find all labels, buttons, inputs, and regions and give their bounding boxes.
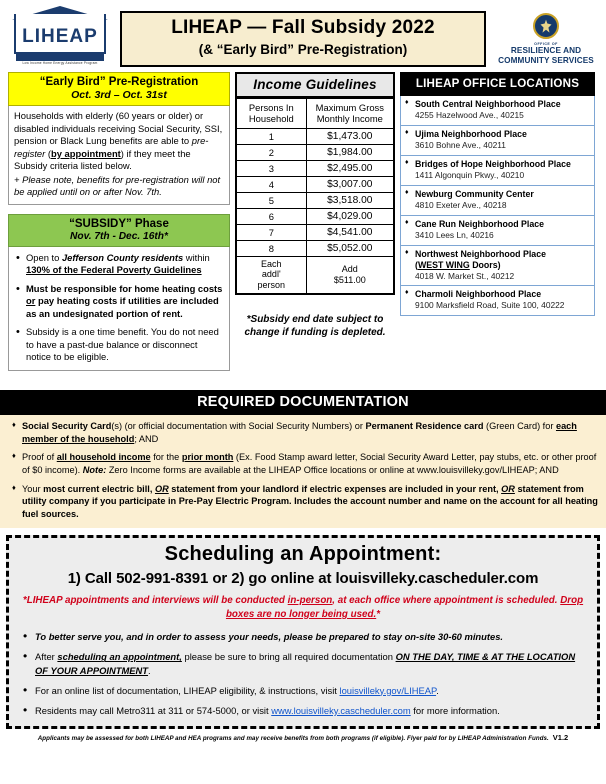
inline-text: pay heating costs if utilities are included as an undesignated portion of rent. <box>26 295 219 319</box>
inline-text: OR <box>154 483 169 494</box>
inline-text: for more information. <box>410 704 500 716</box>
rcs-logo <box>494 13 598 65</box>
scheduling-red-notice <box>17 594 589 622</box>
inline-text: Social Security Card <box>22 421 112 431</box>
scheduling-title: Scheduling an Appointment: <box>164 542 442 565</box>
inline-text: To better serve you, and in order to assess your needs, please be prepared to stay on-site 30-60 minutes. <box>35 631 504 643</box>
scheduling-section <box>6 535 600 729</box>
main-columns <box>0 72 606 384</box>
inline-text: prior month <box>181 452 234 463</box>
household-size-cell: 8 <box>236 240 306 256</box>
logo-underbar <box>16 54 104 61</box>
inline-text: Zero Income forms are available at the LIHEAP Office locations or online at www.louisvilleky.gov/LIHEAP; AND <box>106 465 559 476</box>
office-location-item[interactable] <box>401 156 594 186</box>
required-documentation-section <box>0 390 606 528</box>
income-header-row <box>236 98 394 128</box>
income-table-row <box>236 192 394 208</box>
max-income-cell: $3,007.00 <box>306 176 394 192</box>
inline-text: within <box>183 251 210 263</box>
subsidy-title: “SUBSIDY” Phase <box>69 217 169 230</box>
income-table-row <box>236 224 394 240</box>
inline-text: Jefferson County residents <box>61 251 184 263</box>
logo-tagline: Low Income Home Energy Assistance Program <box>22 61 98 65</box>
inline-text: most current electric bill, <box>43 483 155 494</box>
required-doc-bullet <box>8 483 598 521</box>
office-location-item[interactable] <box>401 96 594 126</box>
office-name: ♦ Ujima Neighborhood Place <box>405 129 590 140</box>
office-name: ♦ Charmoli Neighborhood Place <box>405 289 590 300</box>
household-size-cell: 4 <box>236 176 306 192</box>
inline-text: Open to <box>26 251 62 263</box>
max-income-cell: $1,984.00 <box>306 144 394 160</box>
subsidy-bullet-list <box>15 252 223 364</box>
income-table-row <box>236 160 394 176</box>
scheduling-bullet <box>17 650 589 676</box>
logo-wordmark: LIHEAP <box>22 26 98 47</box>
office-address: 4255 Hazelwood Ave., 40215 <box>415 109 524 120</box>
office-address: 3410 Lees Ln, 40216 <box>415 229 494 240</box>
inline-text: Permanent Residence card <box>365 421 484 431</box>
inline-text: Proof of <box>22 452 57 463</box>
inline-link[interactable]: www.louisvilleky.cascheduler.com <box>271 704 411 716</box>
household-size-cell: 5 <box>236 192 306 208</box>
rcs-office-label: OFFICE OF <box>534 42 558 47</box>
max-income-cell: $1,473.00 <box>306 128 394 144</box>
subsidy-header <box>8 214 230 247</box>
inline-link[interactable]: louisvilleky.gov/LIHEAP <box>339 684 437 696</box>
household-size-cell: 7 <box>236 224 306 240</box>
required-documentation-list <box>8 420 598 521</box>
column-middle <box>235 72 395 340</box>
inline-text: Your <box>22 483 44 494</box>
column-left <box>8 72 230 371</box>
footer-disclaimer: Applicants may be assessed for both LIHEAP and HEA programs and may receive benefits from both programs (if eligible). Flyer paid for by LIHEAP Administration Funds. <box>37 735 549 742</box>
required-doc-bullet <box>8 451 598 476</box>
household-size-cell: 6 <box>236 208 306 224</box>
inline-text: Drop boxes are no longer being used. <box>225 594 584 621</box>
inline-text: OR <box>501 483 515 494</box>
income-table-header-cell: Persons In Household <box>236 98 306 128</box>
inline-text: *LIHEAP appointments and interviews will be conducted <box>22 594 288 606</box>
inline-text: For an online list of documentation, LIHEAP eligibility, & instructions, visit <box>35 684 340 696</box>
office-name: ♦ South Central Neighborhood Place <box>405 99 590 110</box>
government-seal-icon <box>533 13 559 39</box>
income-table-row <box>236 208 394 224</box>
column-right <box>400 72 595 316</box>
inline-text: Must be responsible for home heating costs <box>26 282 223 294</box>
income-table-row <box>236 176 394 192</box>
household-size-cell: 3 <box>236 160 306 176</box>
income-table-row-additional <box>236 256 394 294</box>
inline-text: (s) (or official documentation with Social Security Numbers) or <box>111 421 366 431</box>
inline-text: scheduling an appointment, <box>57 651 182 663</box>
early-bird-title: “Early Bird” Pre-Registration <box>39 76 199 88</box>
inline-text: ) if they meet the Subsidy criteria listed below. <box>14 147 191 171</box>
income-table-row <box>236 128 394 144</box>
liheap-logo-icon <box>8 10 112 68</box>
inline-text: . <box>436 684 439 696</box>
rcs-name-line: COMMUNITY SERVICES <box>498 55 594 65</box>
page-title-box <box>120 11 486 66</box>
inline-text: Note: <box>82 465 107 476</box>
office-address: 4018 W. Market St., 40212 <box>415 270 515 281</box>
office-name: ♦ Northwest Neighborhood Place (WEST WING Doors) <box>405 249 590 271</box>
early-bird-dates: Oct. 3rd – Oct. 31st <box>71 89 167 101</box>
household-size-cell: 1 <box>236 128 306 144</box>
office-locations-list <box>400 96 595 316</box>
inline-text: statement from your landlord if electric expenses are included in your rent, <box>168 483 502 494</box>
max-income-cell: $4,541.00 <box>306 224 394 240</box>
office-locations-header: LIHEAP OFFICE LOCATIONS <box>400 72 595 96</box>
page-subtitle: (& “Early Bird” Pre-Registration) <box>198 42 408 58</box>
subsidy-bullet <box>15 326 223 364</box>
page-title: LIHEAP — Fall Subsidy 2022 <box>171 17 435 39</box>
inline-text: ( <box>45 147 51 159</box>
inline-text: pre-register <box>14 135 209 159</box>
income-table-row <box>236 240 394 256</box>
inline-text: Households with elderly (60 years or older) or disabled individuals receiving Social Security, SSI, pension or Black Lung benefits are able to <box>14 110 223 146</box>
income-table-header-cell: Maximum Gross Monthly Income <box>306 98 394 128</box>
rcs-name-line: RESILIENCE AND <box>510 46 582 56</box>
inline-text: statement from utility company if you participate in Pre-Pay Electric Program. Includes the account number and name on the account for all heating fuel sources. <box>22 483 598 520</box>
inline-text: or <box>26 295 36 306</box>
inline-text: ON THE DAY, TIME & AT THE LOCATION OF YOUR APPOINTMENT <box>35 651 576 676</box>
max-income-cell: $2,495.00 <box>306 160 394 176</box>
scheduling-call-line: 1) Call 502-991-8391 or 2) go online at louisvilleky.cascheduler.com <box>67 569 539 587</box>
income-guidelines-table <box>235 72 395 295</box>
required-doc-bullet <box>8 420 598 445</box>
early-bird-paragraph <box>14 110 224 173</box>
scheduling-bullet <box>17 630 589 643</box>
inline-text: 130% of the Federal Poverty Guidelines <box>26 264 202 275</box>
scheduling-bullet <box>17 704 589 717</box>
subsidy-bullet <box>15 283 223 321</box>
additional-person-label: Each addl' person <box>236 256 306 294</box>
office-location-item[interactable] <box>401 216 594 246</box>
early-bird-header <box>8 72 230 106</box>
inline-text: all household income <box>56 452 151 463</box>
office-name: ♦ Newburg Community Center <box>405 189 590 200</box>
scheduling-bullet <box>17 684 589 697</box>
west-wing-emphasis: WEST WING <box>417 259 470 270</box>
inline-text: Subsidy is a one time benefit. You do not need to have a past-due balance or disconnect notice to be eligible. <box>26 326 219 362</box>
max-income-cell: $5,052.00 <box>306 240 394 256</box>
office-address: 9100 Marksfield Road, Suite 100, 40222 <box>415 300 565 311</box>
inline-text: please be sure to bring all required documentation <box>181 651 396 663</box>
footer-version: V1.2 <box>552 733 569 742</box>
office-name: ♦ Bridges of Hope Neighborhood Place <box>405 159 590 170</box>
office-location-item[interactable] <box>401 286 594 315</box>
max-income-cell: $4,029.00 <box>306 208 394 224</box>
inline-text: (Ex. Food Stamp award letter, Social Security Award Letter, pay stubs, etc. or other proof of $0 income). <box>22 452 597 476</box>
required-documentation-heading: REQUIRED DOCUMENTATION <box>0 390 606 415</box>
page-header <box>0 0 606 72</box>
inline-text: * <box>376 609 381 621</box>
office-location-item[interactable] <box>401 246 594 287</box>
inline-text: by appointment <box>51 147 121 159</box>
rcs-name-label <box>494 46 598 65</box>
office-address: 3610 Bohne Ave., 40211 <box>415 139 506 150</box>
income-table-body <box>236 128 394 294</box>
max-income-cell: $3,518.00 <box>306 192 394 208</box>
subsidy-body <box>8 247 230 371</box>
household-size-cell: 2 <box>236 144 306 160</box>
inline-text: , at each office where appointment is scheduled. <box>332 594 561 606</box>
inline-text: . <box>148 664 151 676</box>
inline-text: each member of the household <box>22 421 577 444</box>
inline-text: After <box>35 651 58 663</box>
inline-text: (Green Card) for <box>483 421 556 431</box>
office-address: 1411 Algonquin Pkwy., 40210 <box>415 169 525 180</box>
office-address: 4810 Exeter Ave., 40218 <box>415 199 507 210</box>
income-table-caption: Income Guidelines <box>235 72 395 97</box>
required-documentation-body <box>0 415 606 528</box>
subsidy-bullet <box>15 252 223 277</box>
income-table-head <box>236 98 394 128</box>
scheduling-bullet-list <box>17 630 589 717</box>
page-footer <box>0 733 606 742</box>
office-location-item[interactable] <box>401 186 594 216</box>
income-table-row <box>236 144 394 160</box>
office-name: ♦ Cane Run Neighborhood Place <box>405 219 590 230</box>
inline-text: ; AND <box>134 433 159 444</box>
office-location-item[interactable] <box>401 126 594 156</box>
inline-text: in-person <box>287 594 333 606</box>
subsidy-dates: Nov. 7th - Dec. 16th* <box>70 230 168 242</box>
subsidy-footnote: *Subsidy end date subject to change if funding is depleted. <box>244 313 386 339</box>
inline-text: Residents may call Metro311 at 311 or 574-5000, or visit <box>35 704 272 716</box>
early-bird-body <box>8 106 230 205</box>
additional-person-amount: Add $511.00 <box>306 256 394 294</box>
inline-text: for the <box>150 452 182 463</box>
early-bird-note: + Please note, benefits for pre-registration will not be applied until on or after Nov. 7th. <box>14 173 221 197</box>
